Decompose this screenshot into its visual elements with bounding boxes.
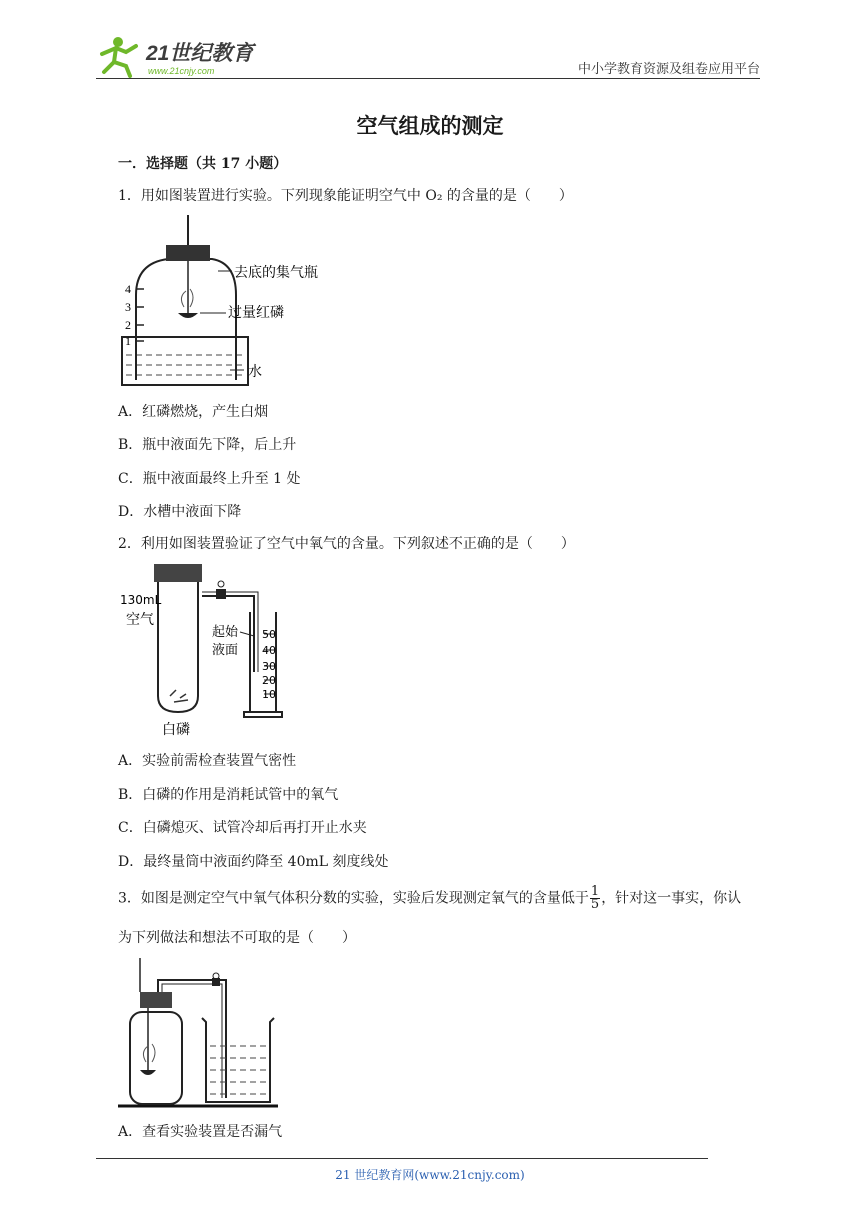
q2-label-start: 起始 [212,625,239,640]
question-2-option-c[interactable]: C．白磷熄灭、试管冷却后再打开止水夹 [118,820,367,836]
question-2-option-d[interactable]: D．最终量筒中液面约降至 40mL 刻度线处 [118,854,389,870]
header-platform-text: 中小学教育资源及组卷应用平台 [577,62,760,77]
q1-label-jar: 去底的集气瓶 [234,265,318,281]
header-divider [96,78,760,79]
question-3-option-a[interactable]: A．查看实验装置是否漏气 [118,1124,283,1140]
question-3-figure [118,958,280,1110]
question-1-stem: 1．用如图装置进行实验。下列现象能证明空气中 O₂ 的含量的是（ ） [118,188,573,204]
q1-label-phosphorus: 过量红磷 [228,305,284,321]
page-title: 空气组成的测定 [356,113,504,138]
question-2-figure [118,562,298,744]
q2-tick-50: 50 [262,628,276,641]
question-1-option-c[interactable]: C．瓶中液面最终上升至 1 处 [118,471,301,487]
question-1-option-a[interactable]: A．红磷燃烧，产生白烟 [118,404,269,420]
question-1-option-b[interactable]: B．瓶中液面先下降，后上升 [118,437,297,453]
footer-divider [96,1158,708,1159]
q2-label-air: 空气 [126,612,154,628]
one-fifth-fraction [590,886,600,911]
q2-tick-10: 10 [262,688,276,701]
q2-tick-40: 40 [262,644,276,657]
question-3-stem-b: ，针对这一事实，你认 [601,890,742,907]
q2-tick-30: 30 [262,660,276,673]
q2-label-volume: 130mL [120,593,162,607]
logo-text: 21世纪教育 [146,42,254,65]
q2-label-level: 液面 [212,643,239,658]
q1-mark-3: 3 [125,300,131,314]
q1-mark-1: 1 [125,334,131,348]
q2-label-white-phosphorus: 白磷 [162,722,190,738]
fraction-numerator: 1 [590,884,600,899]
site-logo [96,30,266,80]
footer-site-text[interactable]: 21 世纪教育网(www.21cnjy.com) [335,1168,525,1182]
logo-url: www.21cnjy.com [148,66,215,76]
question-1-figure [118,215,348,390]
question-3-stem-line-1 [118,886,741,911]
q1-mark-4: 4 [125,282,131,296]
q2-tick-20: 20 [262,674,276,687]
q1-label-water: 水 [248,364,262,380]
question-2-option-a[interactable]: A．实验前需检查装置气密性 [118,753,297,769]
question-2-stem: 2．利用如图装置验证了空气中氧气的含量。下列叙述不正确的是（ ） [118,536,575,552]
section-heading: 一．选择题（共 17 小题） [118,156,288,172]
q1-mark-2: 2 [125,318,131,332]
question-3-stem-line-2: 为下列做法和想法不可取的是（ ） [118,930,356,946]
question-1-option-d[interactable]: D．水槽中液面下降 [118,504,242,520]
fraction-denominator: 5 [590,897,600,912]
question-2-option-b[interactable]: B．白磷的作用是消耗试管中的氧气 [118,787,339,803]
question-3-stem-a: 3．如图是测定空气中氧气体积分数的实验，实验后发现测定氧气的含量低于 [118,890,589,907]
